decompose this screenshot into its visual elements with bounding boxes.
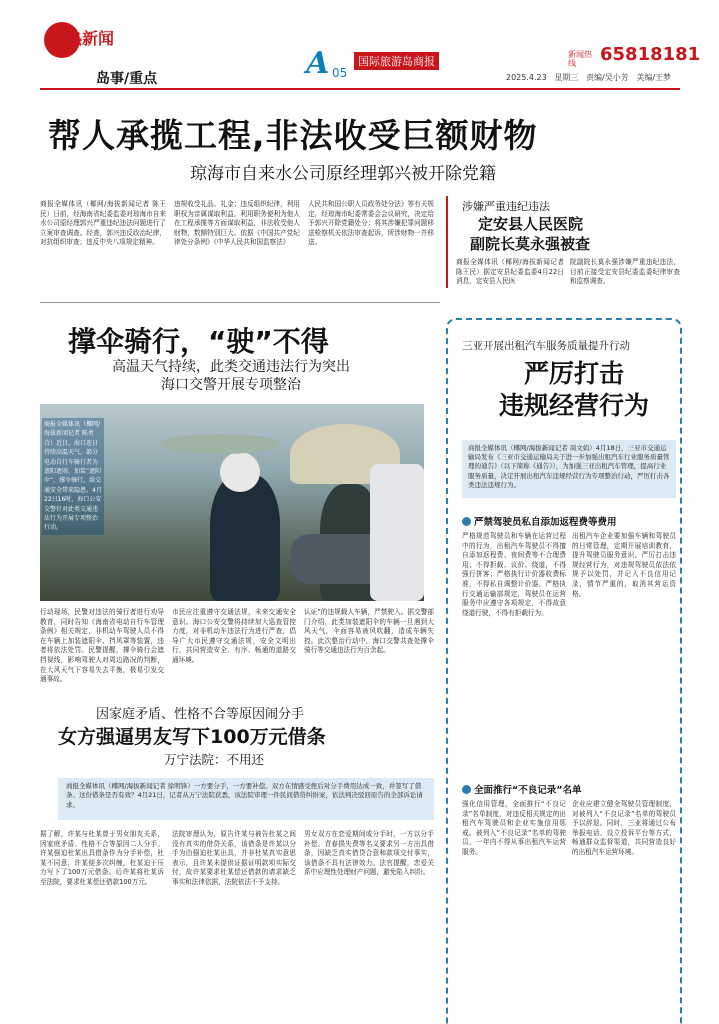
story3-lead: 商报全媒体讯（椰网/海拔新闻记者 徐明锋）一方要分手，一方要补偿。双方在情感受挫后对分手费用达成一致，并签写了借条。这份借条是否有效？4月21日，记者从万宁法院获悉，该法院审理一件民间借贷纠纷案，依法判决驳回原告的全部诉讼请求。 <box>58 778 434 820</box>
bullet1-label: 严禁驾驶员私自添加返程费等费用 <box>474 517 617 528</box>
story2-subhead <box>96 358 366 394</box>
designer: 美编/王梦 <box>636 73 672 82</box>
date: 2025.4.23 <box>506 73 547 82</box>
weekday: 星期三 <box>554 73 579 82</box>
story3-col1: 据了解，许某与杜某曾于男女朋友关系，因家庭矛盾、性格不合等原因二人分手。许某强迫杜某出具借条作为分手补偿，杜某不同意，许某便多次纠缠，杜某迫于压力写下了100万元借条。后许某将杜某诉至法院，要求杜某偿还借款100万元。 <box>40 830 164 886</box>
story2-headline: 撑伞骑行，“驶”不得 <box>68 325 329 358</box>
story3-col2: 法院审理认为，原告许某与被告杜某之间没有真实的借贷关系，该借条是许某以分手为由强迫杜某出具，并非杜某真实意思表示，且许某未提供证据证明款项实际交付，故许某要求杜某偿还借款的请求缺乏事实和法律依据，法院依法不予支持。 <box>172 830 296 886</box>
story3-headline: 女方强逼男友写下100万元借条 <box>58 726 326 748</box>
story3-col3: 男女双方在恋爱期间或分手时，一方以分手补偿、青春损失费等名义要求另一方出具借条，因缺乏真实借贷合意和款项交付事实，该借条不具有法律效力。法官提醒，恋爱关系中应理性处理财产问题，避免陷入纠纷。 <box>304 830 434 877</box>
side-body-left: 商报全媒体讯（椰网/海拔新闻记者 陈王民）据定安县纪委监委4月22日消息，定安县人民医 <box>456 258 564 286</box>
hotline-label: 新闻热线 <box>568 50 592 68</box>
story2-subhead-line1: 高温天气持续，此类交通违法行为突出 <box>112 359 350 375</box>
photo-caption: 商报全媒体讯（椰网/海拔新闻记者 陈勇合）近日，海口连日持续高温天气，部分电动自行车骑行者为遮阳遮雨，加装“遮阳伞”，撑伞骑行，给交通安全带来隐患。4月22日16时，海口公安交警针对此类交通违法行为开展专项整治行动。 <box>42 418 104 535</box>
dateline <box>506 72 671 83</box>
header-divider <box>40 88 680 90</box>
side-headline-line2: 副院长莫永强被查 <box>470 235 591 253</box>
story1-col1: 商报全媒体讯（椰网/海拔新闻记者 陈王民）日前，经海南省纪委监委对琼海市自来水公司原经理郭兴严重违纪违法问题进行了立案审查调查。经查，郭兴违反政治纪律，对抗组织审查；违反中央八项规定精神。 <box>40 200 166 247</box>
box-b1-col2: 出租汽车企业要加强车辆和驾驶员的日常管理，定期开展培训教育，提升驾驶员服务意识。严厉打击违规经营行为，对违规驾驶员依法依规予以处罚，并记入不良信用记录，情节严重的，取消其营运资格。 <box>572 532 676 598</box>
page-number: 05 <box>332 66 348 80</box>
editor: 责编/吴小芳 <box>586 73 629 82</box>
box-bullet2-heading <box>462 782 582 796</box>
box-b2-col1: 强化信用管理，全面推行“不良记录”名单制度，对违反相关规定的出租汽车驾驶员和企业实施信用惩戒。被列入“不良记录”名单的驾驶员，一年内不得从事出租汽车运营服务。 <box>462 800 566 856</box>
page-letter: A <box>306 46 330 81</box>
side-body-right: 院副院长莫永强涉嫌严重违纪违法，目前正接受定安县纪委监委纪律审查和监察调查。 <box>570 258 680 286</box>
bullet2-label: 全面推行“不良记录”名单 <box>474 785 582 796</box>
story2-col1: 行动现场，民警对违法的骑行者进行劝导教育，同时告知《海南省电动自行车管理条例》相关规定，非机动车驾驶人员不得在车辆上加装遮阳伞、挡风罩等装置，违者将依法处罚。民警提醒，撑伞骑行会遮挡视线，影响驾驶人对周边路况的判断，在大风天气下容易失去平衡，极易引发交通事故。 <box>40 608 164 684</box>
divider <box>40 302 440 303</box>
story1-col3: 人民共和国公职人员政务处分法》等有关规定，经琼海市纪委常委会会议研究，决定给予郭兴开除党籍处分；将其涉嫌犯罪问题移送检察机关依法审查起诉，所涉财物一并移送。 <box>308 200 434 247</box>
section-label: 岛事/重点 <box>96 71 158 87</box>
story1-headline: 帮人承揽工程,非法收受巨额财物 <box>48 116 538 155</box>
box-headline <box>494 358 654 422</box>
story1-subhead: 琼海市自来水公司原经理郭兴被开除党籍 <box>190 164 496 184</box>
box-lead: 商报全媒体讯（椰网/海拔新闻记者 周文娟）4月18日，三亚市交通运输局发布《三亚市交通运输局关于进一步加强出租汽车行业服务质量管理的通告》（以下简称《通告》），为加强三亚出租汽车管理，提高行业服务质量，决定开展出租汽车违规经营行为专项整治行动，严厉打击各类违法违规行为。 <box>462 440 676 498</box>
box-kicker: 三亚开展出租汽车服务质量提升行动 <box>462 340 630 352</box>
story3-kicker: 因家庭矛盾、性格不合等原因闹分手 <box>96 707 305 722</box>
side-headline-line1: 定安县人民医院 <box>478 215 584 233</box>
box-bullet1-heading <box>462 514 617 528</box>
side-kicker: 涉嫌严重违纪违法 <box>462 200 550 213</box>
box-headline-line1: 严厉打击 <box>523 359 624 388</box>
box-b2-col2: 企业应建立健全驾驶员管理制度，对被列入“不良记录”名单的驾驶员予以辞退。同时，三亚将通过公布举报电话、设立投诉平台等方式，畅通群众监督渠道，共同营造良好的出租汽车运营环境。 <box>572 800 676 856</box>
hotline-number: 65818181 <box>600 44 701 65</box>
story2-col2: 市民应注重遵守交通法规，未来交通安全意识。海口公安交警将持续加大巡查管控力度，对非机动车违法行为进行严查，倡导广大市民遵守交通法规，安全文明出行，共同营造安全、有序、畅通的道路交通环境。 <box>172 608 296 664</box>
bullet-dot-icon <box>462 785 471 794</box>
box-headline-line2: 违规经营行为 <box>498 391 649 420</box>
story1-col2: 违规收受礼品、礼金；违反组织纪律，利用职权为亲属谋取利益，利用职务便利为他人在工程承揽等方面谋取利益，非法收受他人财物，数额特别巨大。依据《中国共产党纪律处分条例》《中华人民共和国监察法》 <box>174 200 300 247</box>
side-divider <box>446 196 448 288</box>
story2-col3: 认证”的违规载人车辆，严禁驶入。据交警部门介绍，此类加装遮阳伞的车辆一旦遇到大风天气，伞面容易被风吹翻，造成车辆失控。此次整治行动中，海口交警共查处撑伞骑行等交通违法行为百余起。 <box>304 608 434 655</box>
paper-name: 国际旅游岛商报 <box>354 52 439 70</box>
box-b1-col1: 严格规范驾驶员和车辆在运营过程中的行为，出租汽车驾驶员不得擅自添加返程费、夜间费等不合理费用；不得拒载、议价、绕道，不得强行拼客；严格执行计价器收费标准，不得私自调整计价器。严格执行交通运输部规定，驾驶员在运营服务中应遵守各项规定，不得故意绕道行驶，不得有拒载行为。 <box>462 532 566 617</box>
story3-subhead: 万宁法院：不用还 <box>164 752 265 767</box>
story2-subhead-line2: 海口交警开展专项整治 <box>161 377 301 393</box>
bullet-dot-icon <box>462 517 471 526</box>
logo-text: 热新闻 <box>66 29 115 48</box>
